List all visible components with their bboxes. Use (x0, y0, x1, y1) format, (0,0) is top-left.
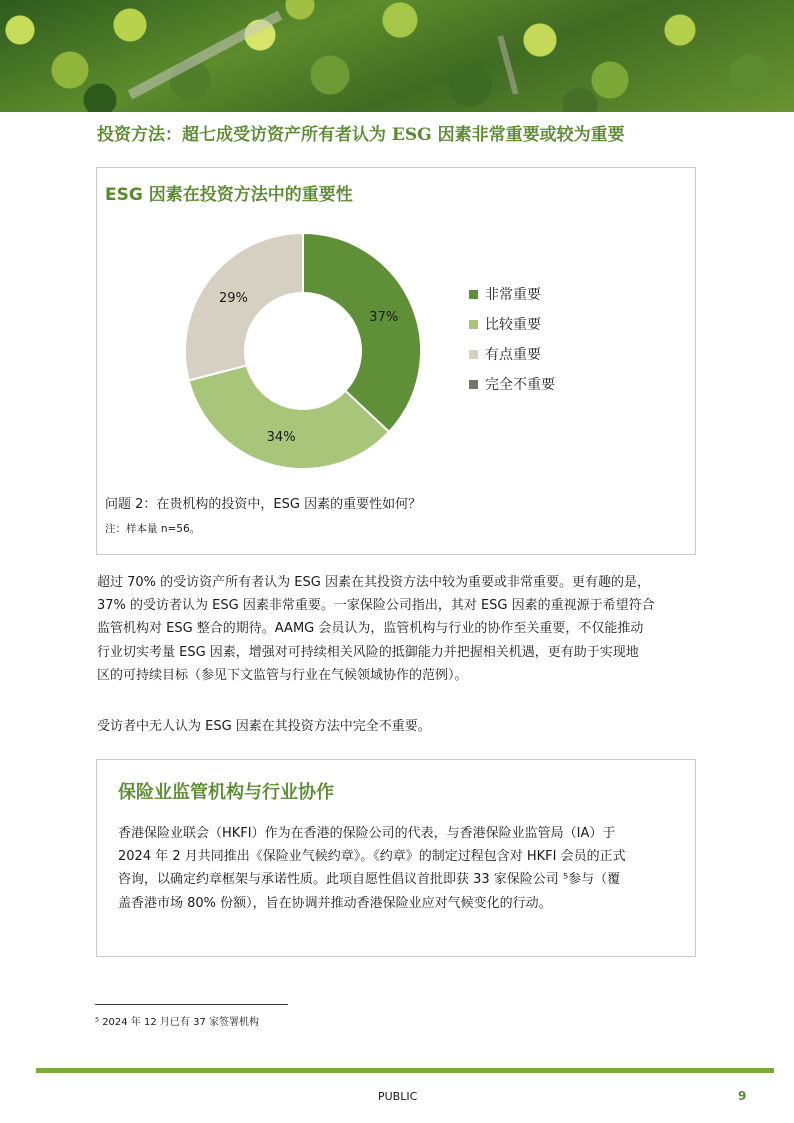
banner-path-decoration (497, 35, 518, 95)
legend-label: 有点重要 (485, 347, 541, 363)
section-title: 投资方法：超七成受访资产所有者认为 ESG 因素非常重要或较为重要 (97, 125, 625, 145)
banner-road-decoration (128, 11, 283, 100)
footer-classification: PUBLIC (378, 1090, 418, 1103)
body-paragraph-2: 受访者中无人认为 ESG 因素在其投资方法中完全不重要。 (97, 719, 431, 734)
footer-bar (36, 1068, 774, 1073)
legend-label: 比较重要 (485, 317, 541, 333)
legend-item-2 (469, 309, 555, 339)
chart-panel (96, 167, 696, 555)
page-number: 9 (738, 1089, 747, 1103)
chart-question: 问题 2：在贵机构的投资中，ESG 因素的重要性如何？ (105, 497, 422, 512)
chart-title: ESG 因素在投资方法中的重要性 (105, 185, 353, 205)
callout-box (96, 759, 696, 957)
callout-title: 保险业监管机构与行业协作 (118, 782, 334, 803)
donut-label-1: 37% (369, 310, 399, 326)
donut-label-2: 34% (266, 430, 296, 446)
forest-banner-image (0, 0, 794, 112)
donut-label-3: 29% (219, 291, 248, 307)
legend-swatch (469, 380, 478, 389)
legend-item-3 (469, 339, 555, 369)
legend-item-4 (469, 369, 555, 399)
legend-swatch (469, 320, 478, 329)
donut-chart (97, 168, 697, 488)
chart-sample-note: 注：样本量 n=56。 (105, 523, 201, 535)
legend-item-1 (469, 279, 555, 309)
chart-legend (469, 279, 555, 399)
footnote-rule (95, 1004, 288, 1005)
donut-slice-1 (303, 233, 421, 432)
body-paragraph-1: 超过 70% 的受访资产所有者认为 ESG 因素在其投资方法中较为重要或非常重要。更有趣的是， 37% 的受访者认为 ESG 因素非常重要。一家保险公司指出，其对 ESG 因素的重视源于希望符合 监管机构对 ESG 整合的期待。AAMG 会员认为，监管机构与行业的协作至关重要，不仅能推动 行业切实考量 ESG 因素，增强对可持续相关风险的抵御能力并把握相关机遇，更有助于实现地 区的可持续目标（参见下文监管与行业在气候领域协作的范例）。 (97, 575, 655, 683)
legend-label: 非常重要 (485, 287, 541, 303)
legend-swatch (469, 290, 478, 299)
footnote: ⁵ 2024 年 12 月已有 37 家签署机构 (95, 1017, 259, 1028)
legend-swatch (469, 350, 478, 359)
donut-slice-3 (185, 233, 303, 380)
legend-label: 完全不重要 (485, 377, 555, 393)
callout-text: 香港保险业联会（HKFI）作为在香港的保险公司的代表，与香港保险业监管局（IA）于 2024 年 2 月共同推出《保险业气候约章》。《约章》的制定过程包含对 HKFI 会员的正式 咨询，以确定约章框架与承诺性质。此项自愿性倡议首批即获 33 家保险公司 ⁵参与（覆 盖香港市场 80% 份额），旨在协调并推动香港保险业应对气候变化的行动。 (118, 826, 626, 911)
